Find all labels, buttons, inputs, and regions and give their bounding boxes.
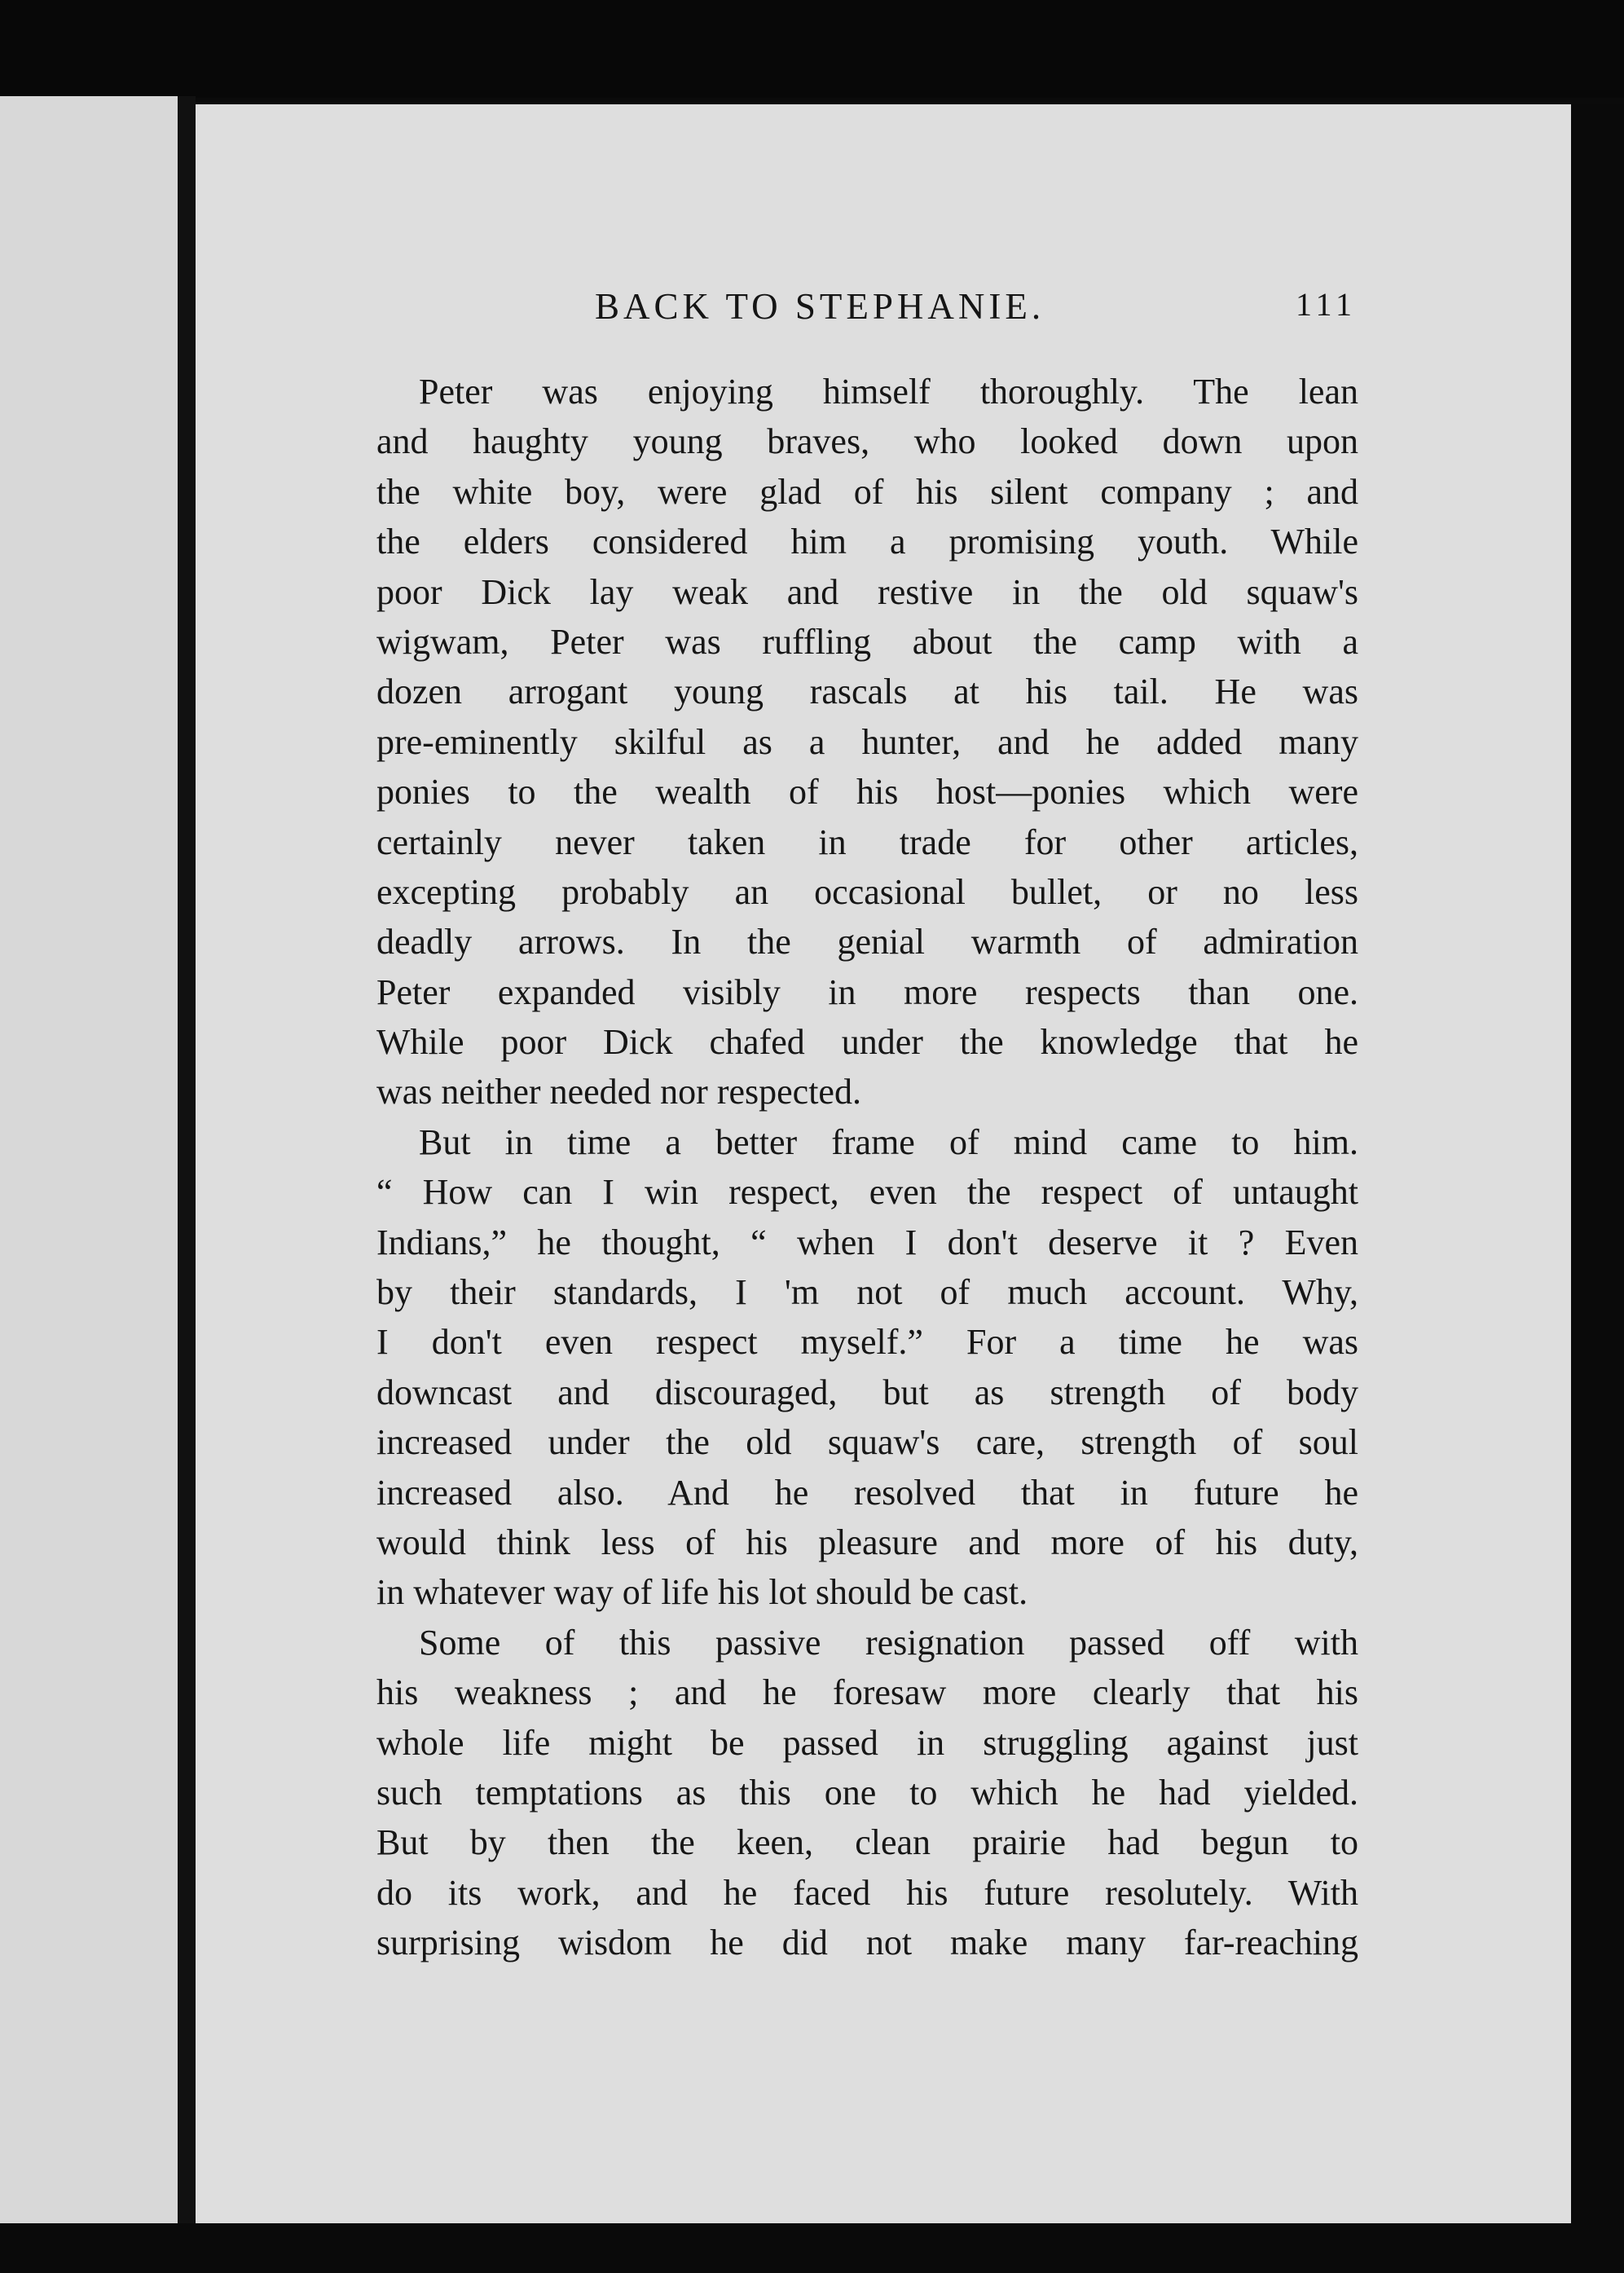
scan-bottom-border bbox=[0, 2223, 1624, 2273]
text-line: wigwam, Peter was ruffling about the camp with a bbox=[376, 621, 1358, 662]
scan-top-border bbox=[0, 0, 1624, 98]
text-line: his weakness ; and he foresaw more clearly that his bbox=[376, 1672, 1358, 1713]
text-line: downcast and discouraged, but as strength of body bbox=[376, 1372, 1358, 1412]
running-title: BACK TO STEPHANIE. bbox=[595, 286, 1045, 327]
text-line: Indians,” he thought, “ when I don't deserve it ? Even bbox=[376, 1222, 1358, 1262]
text-line: was neither needed nor respected. bbox=[376, 1072, 861, 1112]
text-line: surprising wisdom he did not make many far-reaching bbox=[376, 1923, 1358, 1963]
text-line: certainly never taken in trade for other articles, bbox=[376, 822, 1358, 862]
text-line: by their standards, I 'm not of much account. Why, bbox=[376, 1272, 1358, 1313]
book-gutter bbox=[178, 96, 196, 2225]
text-line: in whatever way of life his lot should be cast. bbox=[376, 1572, 1028, 1613]
text-line: dozen arrogant young rascals at his tail. He was bbox=[376, 672, 1358, 712]
text-line: deadly arrows. In the genial warmth of admiration bbox=[376, 922, 1358, 963]
text-line: pre-eminently skilful as a hunter, and he added many bbox=[376, 721, 1358, 762]
scan-right-border bbox=[1571, 104, 1624, 2273]
text-line: While poor Dick chafed under the knowledge that he bbox=[376, 1022, 1358, 1063]
text-line: But by then the keen, clean prairie had begun to bbox=[376, 1822, 1358, 1863]
text-line: do its work, and he faced his future resolutely. With bbox=[376, 1872, 1358, 1913]
text-line: would think less of his pleasure and more of his duty, bbox=[376, 1522, 1358, 1562]
text-line: the elders considered him a promising youth. While bbox=[376, 522, 1358, 562]
text-line: Some of this passive resignation passed off with bbox=[419, 1622, 1358, 1663]
text-line: “ How can I win respect, even the respect of untaught bbox=[376, 1172, 1358, 1213]
text-line: whole life might be passed in struggling against just bbox=[376, 1722, 1358, 1763]
text-line: increased also. And he resolved that in future he bbox=[376, 1472, 1358, 1513]
text-line: ponies to the wealth of his host—ponies which were bbox=[376, 772, 1358, 813]
text-line: Peter was enjoying himself thoroughly. The lean bbox=[419, 372, 1358, 412]
facing-page-edge bbox=[0, 96, 178, 2225]
text-line: excepting probably an occasional bullet, or no less bbox=[376, 871, 1358, 912]
text-line: and haughty young braves, who looked down upon bbox=[376, 421, 1358, 462]
text-line: Peter expanded visibly in more respects than one. bbox=[376, 971, 1358, 1012]
running-head bbox=[375, 285, 1357, 342]
text-line: poor Dick lay weak and restive in the old squaw's bbox=[376, 571, 1358, 612]
text-line: increased under the old squaw's care, strength of soul bbox=[376, 1422, 1358, 1463]
body-text bbox=[376, 367, 1358, 1968]
text-line: But in time a better frame of mind came to him. bbox=[419, 1121, 1358, 1162]
page-number: 111 bbox=[1295, 286, 1357, 323]
text-line: the white boy, were glad of his silent company ; and bbox=[376, 471, 1358, 512]
text-line: such temptations as this one to which he had yielded. bbox=[376, 1772, 1358, 1813]
text-line: I don't even respect myself.” For a time he was bbox=[376, 1322, 1358, 1363]
